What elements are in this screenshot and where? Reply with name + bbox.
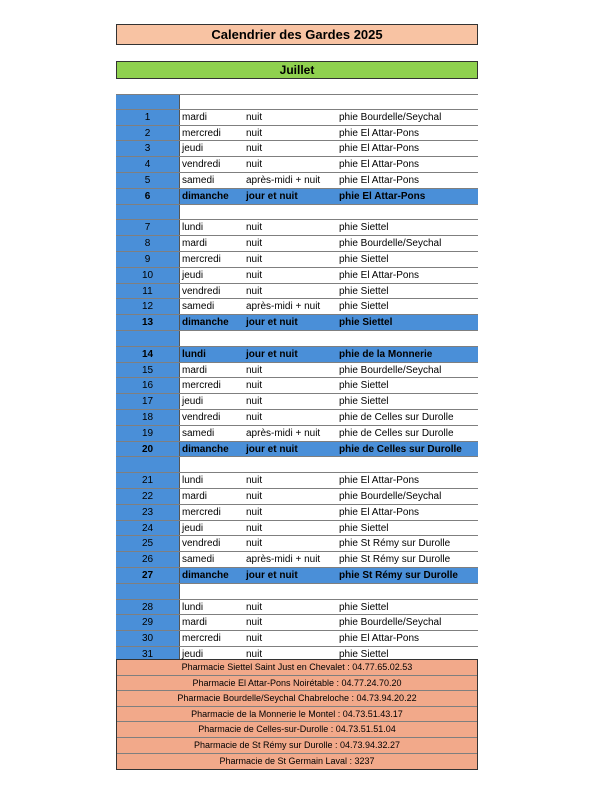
- pharmacy-contacts-list: [116, 659, 478, 770]
- day-number: 13: [116, 315, 180, 330]
- sunday-row: [116, 315, 478, 331]
- day-number: 10: [116, 268, 180, 283]
- weekday: jeudi: [182, 143, 204, 155]
- day-row: [116, 505, 478, 521]
- shift-time: nuit: [246, 159, 263, 171]
- weekday: dimanche: [182, 190, 229, 202]
- pharmacy-name: phie El Attar-Pons: [339, 159, 420, 171]
- day-number: 20: [116, 442, 180, 457]
- day-number-cell: [116, 457, 180, 472]
- pharmacy-name: phie El Attar-Pons: [339, 633, 420, 645]
- pharmacy-name: phie de Celles sur Durolle: [339, 411, 454, 423]
- weekday: dimanche: [182, 569, 229, 581]
- shift-time: nuit: [246, 411, 263, 423]
- day-number: 21: [116, 473, 180, 488]
- pharmacy-name: phie Siettel: [339, 285, 389, 297]
- shift-time: nuit: [246, 475, 263, 487]
- day-row: [116, 284, 478, 300]
- pharmacy-name: phie de la Monnerie: [339, 348, 433, 360]
- pharmacy-name: phie St Rémy sur Durolle: [339, 554, 451, 566]
- weekday: mardi: [182, 238, 208, 250]
- pharmacy-name: phie Siettel: [339, 522, 389, 534]
- pharmacy-name: phie de Celles sur Durolle: [339, 443, 462, 455]
- pharmacy-name: phie Siettel: [339, 317, 393, 329]
- shift-time: nuit: [246, 222, 263, 234]
- day-number: 28: [116, 600, 180, 615]
- day-row: [116, 220, 478, 236]
- shift-time: nuit: [246, 617, 263, 629]
- shift-time: nuit: [246, 143, 263, 155]
- day-row: [116, 378, 478, 394]
- day-row: [116, 489, 478, 505]
- pharmacy-name: phie Siettel: [339, 648, 389, 660]
- pharmacy-contact: Pharmacie Siettel Saint Just en Chevalet : 04.77.65.02.53: [117, 660, 477, 676]
- day-number-cell: [116, 584, 180, 599]
- day-number: 9: [116, 252, 180, 267]
- shift-time: jour et nuit: [246, 317, 298, 329]
- weekday: mercredi: [182, 253, 221, 265]
- weekday: vendredi: [182, 285, 221, 297]
- day-row: [116, 363, 478, 379]
- day-row: [116, 615, 478, 631]
- week-separator-row: [116, 584, 478, 600]
- weekday: samedi: [182, 174, 215, 186]
- day-row: [116, 394, 478, 410]
- weekday: mercredi: [182, 633, 221, 645]
- shift-time: après-midi + nuit: [246, 554, 321, 566]
- day-row: [116, 299, 478, 315]
- weekday: dimanche: [182, 317, 229, 329]
- week-separator-row: [116, 331, 478, 347]
- pharmacy-name: phie de Celles sur Durolle: [339, 427, 454, 439]
- pharmacy-name: phie St Rémy sur Durolle: [339, 538, 451, 550]
- week-separator-row: [116, 457, 478, 473]
- weekday: lundi: [182, 348, 206, 360]
- pharmacy-name: phie Bourdelle/Seychal: [339, 364, 442, 376]
- weekday: mardi: [182, 617, 208, 629]
- day-row: [116, 236, 478, 252]
- weekday: mercredi: [182, 380, 221, 392]
- day-number: 30: [116, 631, 180, 646]
- day-row: [116, 252, 478, 268]
- sunday-row: [116, 189, 478, 205]
- on-call-calendar-table: [116, 94, 478, 663]
- shift-time: nuit: [246, 601, 263, 613]
- pharmacy-name: phie El Attar-Pons: [339, 506, 420, 518]
- weekday: samedi: [182, 301, 215, 313]
- calendar-title: Calendrier des Gardes 2025: [116, 24, 478, 45]
- pharmacy-name: phie St Rémy sur Durolle: [339, 569, 458, 581]
- day-number: 24: [116, 521, 180, 536]
- shift-time: après-midi + nuit: [246, 301, 321, 313]
- day-number-cell: [116, 95, 180, 109]
- pharmacy-name: phie Siettel: [339, 601, 389, 613]
- day-number: 22: [116, 489, 180, 504]
- pharmacy-name: phie El Attar-Pons: [339, 174, 420, 186]
- shift-time: jour et nuit: [246, 348, 298, 360]
- day-number: 29: [116, 615, 180, 630]
- weekday: jeudi: [182, 522, 204, 534]
- pharmacy-name: phie Siettel: [339, 380, 389, 392]
- day-number: 7: [116, 220, 180, 235]
- day-row: [116, 410, 478, 426]
- day-row: [116, 110, 478, 126]
- shift-time: nuit: [246, 506, 263, 518]
- day-number: 4: [116, 157, 180, 172]
- shift-time: après-midi + nuit: [246, 174, 321, 186]
- pharmacy-name: phie El Attar-Pons: [339, 269, 420, 281]
- holiday-row: [116, 347, 478, 363]
- day-number: 26: [116, 552, 180, 567]
- day-number: 1: [116, 110, 180, 125]
- weekday: lundi: [182, 601, 204, 613]
- weekday: mercredi: [182, 506, 221, 518]
- day-number: 5: [116, 173, 180, 188]
- day-number: 15: [116, 363, 180, 378]
- day-number: 19: [116, 426, 180, 441]
- week-separator-row: [116, 94, 478, 110]
- weekday: mardi: [182, 490, 208, 502]
- shift-time: nuit: [246, 285, 263, 297]
- day-number: 11: [116, 284, 180, 299]
- pharmacy-name: phie Siettel: [339, 253, 389, 265]
- sunday-row: [116, 442, 478, 458]
- pharmacy-contact: Pharmacie de la Monnerie le Montel : 04.73.51.43.17: [117, 707, 477, 723]
- pharmacy-name: phie Siettel: [339, 301, 389, 313]
- shift-time: nuit: [246, 538, 263, 550]
- pharmacy-name: phie Bourdelle/Seychal: [339, 111, 442, 123]
- day-number: 14: [116, 347, 180, 362]
- pharmacy-contact: Pharmacie El Attar-Pons Noirétable : 04.77.24.70.20: [117, 676, 477, 692]
- weekday: dimanche: [182, 443, 229, 455]
- shift-time: nuit: [246, 380, 263, 392]
- shift-time: jour et nuit: [246, 443, 298, 455]
- day-number: 31: [116, 647, 180, 662]
- pharmacy-name: phie Bourdelle/Seychal: [339, 617, 442, 629]
- weekday: jeudi: [182, 648, 204, 660]
- day-number: 23: [116, 505, 180, 520]
- weekday: vendredi: [182, 159, 221, 171]
- sunday-row: [116, 568, 478, 584]
- shift-time: nuit: [246, 253, 263, 265]
- day-number: 3: [116, 141, 180, 156]
- weekday: mercredi: [182, 127, 221, 139]
- pharmacy-name: phie Bourdelle/Seychal: [339, 238, 442, 250]
- day-number: 8: [116, 236, 180, 251]
- day-row: [116, 600, 478, 616]
- day-row: [116, 473, 478, 489]
- weekday: mardi: [182, 364, 208, 376]
- weekday: lundi: [182, 475, 204, 487]
- day-row: [116, 536, 478, 552]
- weekday: jeudi: [182, 396, 204, 408]
- pharmacy-name: phie El Attar-Pons: [339, 127, 420, 139]
- shift-time: nuit: [246, 364, 263, 376]
- shift-time: jour et nuit: [246, 569, 298, 581]
- pharmacy-contact: Pharmacie Bourdelle/Seychal Chabreloche : 04.73.94.20.22: [117, 691, 477, 707]
- day-row: [116, 173, 478, 189]
- pharmacy-name: phie Bourdelle/Seychal: [339, 490, 442, 502]
- day-number: 17: [116, 394, 180, 409]
- day-number: 16: [116, 378, 180, 393]
- pharmacy-contact: Pharmacie de Celles-sur-Durolle : 04.73.51.51.04: [117, 722, 477, 738]
- shift-time: nuit: [246, 269, 263, 281]
- week-separator-row: [116, 205, 478, 221]
- month-header: Juillet: [116, 61, 478, 79]
- weekday: samedi: [182, 554, 215, 566]
- shift-time: nuit: [246, 490, 263, 502]
- pharmacy-contact: Pharmacie de St Rémy sur Durolle : 04.73.94.32.27: [117, 738, 477, 754]
- day-number: 12: [116, 299, 180, 314]
- day-row: [116, 157, 478, 173]
- day-number: 27: [116, 568, 180, 583]
- pharmacy-name: phie El Attar-Pons: [339, 475, 420, 487]
- shift-time: nuit: [246, 633, 263, 645]
- day-row: [116, 631, 478, 647]
- weekday: vendredi: [182, 411, 221, 423]
- shift-time: nuit: [246, 522, 263, 534]
- day-row: [116, 126, 478, 142]
- day-number: 2: [116, 126, 180, 141]
- day-number-cell: [116, 331, 180, 346]
- shift-time: nuit: [246, 111, 263, 123]
- day-number: 6: [116, 189, 180, 204]
- pharmacy-name: phie El Attar-Pons: [339, 143, 420, 155]
- pharmacy-name: phie Siettel: [339, 396, 389, 408]
- weekday: mardi: [182, 111, 208, 123]
- day-row: [116, 268, 478, 284]
- shift-time: nuit: [246, 238, 263, 250]
- shift-time: nuit: [246, 396, 263, 408]
- shift-time: nuit: [246, 127, 263, 139]
- pharmacy-name: phie Siettel: [339, 222, 389, 234]
- shift-time: après-midi + nuit: [246, 427, 321, 439]
- pharmacy-contact: Pharmacie de St Germain Laval : 3237: [117, 754, 477, 770]
- weekday: vendredi: [182, 538, 221, 550]
- day-number: 18: [116, 410, 180, 425]
- day-row: [116, 521, 478, 537]
- weekday: samedi: [182, 427, 215, 439]
- shift-time: nuit: [246, 648, 263, 660]
- shift-time: jour et nuit: [246, 190, 298, 202]
- weekday: lundi: [182, 222, 204, 234]
- pharmacy-name: phie El Attar-Pons: [339, 190, 426, 202]
- day-row: [116, 426, 478, 442]
- day-row: [116, 141, 478, 157]
- day-number: 25: [116, 536, 180, 551]
- day-number-cell: [116, 205, 180, 220]
- weekday: jeudi: [182, 269, 204, 281]
- day-row: [116, 552, 478, 568]
